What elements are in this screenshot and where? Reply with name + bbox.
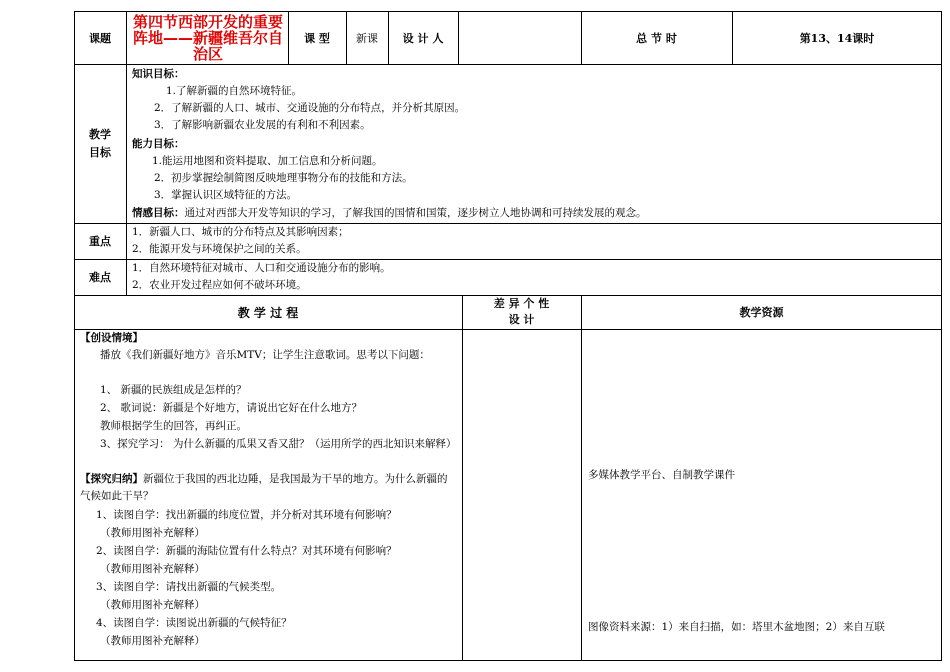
- resources-header: 教学资源: [739, 306, 784, 319]
- step-item: （教师用图补充解释）: [100, 563, 205, 575]
- explore-text: 新疆位于我国的西北边陲，是我国最为干旱的地方。为什么新疆的气候如此干旱？: [80, 473, 448, 502]
- knowledge-title: 知识目标：: [132, 68, 185, 80]
- scene-title: 【创设情境】: [80, 332, 143, 344]
- total-hours-label: 总 节 时: [636, 31, 677, 45]
- total-hours-value: 第13、14课时: [799, 31, 875, 45]
- step-item: （教师用图补充解释）: [100, 527, 205, 539]
- difficulty-item: 1．自然环境特征对城市、人口和交通设施分布的影响。: [132, 262, 391, 274]
- inquiry-question: 3、探究学习： 为什么新疆的瓜果又香又甜？（运用所学的西北知识来解释）: [100, 438, 457, 450]
- lesson-plan-table: [74, 11, 942, 661]
- difficulty-item: 2．农业开发过程应如何不破坏环境。: [132, 279, 307, 291]
- ability-title: 能力目标：: [132, 138, 185, 150]
- question-1: 1、 新疆的民族组成是怎样的？: [100, 384, 247, 396]
- ability-item: 3．掌握认识区域特征的方法。: [154, 189, 298, 201]
- process-header: 教 学 过 程: [237, 305, 299, 320]
- explore-title: 【探究归纳】: [80, 473, 143, 485]
- step-item: （教师用图补充解释）: [100, 599, 205, 611]
- emotion-title: 情感目标：: [132, 207, 185, 219]
- scene-intro: 播放《我们新疆好地方》音乐MTV；让学生注意歌词。思考以下问题：: [100, 349, 430, 361]
- question-2: 2、 歌词说：新疆是个好地方，请说出它好在什么地方？: [100, 402, 363, 414]
- diff-design-line1: 差 异 个 性: [493, 297, 550, 310]
- step-item: 2、读图自学：新疆的海陆位置有什么特点？对其环境有何影响？: [96, 545, 397, 557]
- step-item: 3、读图自学：请找出新疆的气候类型。: [96, 581, 282, 593]
- emotion-line: [132, 205, 647, 222]
- resource-platform: 多媒体教学平台、自制教学课件: [588, 469, 735, 481]
- designer-label: 设 计 人: [402, 31, 444, 45]
- key-point-item: 2．能源开发与环境保护之间的关系。: [132, 243, 307, 255]
- step-item: （教师用图补充解释）: [100, 635, 205, 647]
- diff-design-line2: 设 计: [508, 313, 535, 326]
- difficulties-label: 难点: [89, 271, 111, 284]
- key-points-label: 重点: [89, 235, 111, 248]
- key-point-item: 1．新疆人口、城市的分布特点及其影响因素；: [132, 226, 349, 238]
- lesson-title: 第四节西部开发的重要阵地——新疆维吾尔自治区: [132, 12, 283, 63]
- step-item: 1、读图自学：找出新疆的纬度位置，并分析对其环境有何影响？: [96, 509, 397, 521]
- designer-value: [458, 11, 581, 64]
- type-value: 新课: [356, 31, 378, 45]
- knowledge-item: 1.了解新疆的自然环境特征。: [166, 85, 303, 97]
- ability-item: 2．初步掌握绘制简图反映地理事物分布的技能和方法。: [154, 172, 413, 184]
- knowledge-item: 3．了解影响新疆农业发展的有利和不利因素。: [154, 119, 371, 131]
- explore-paragraph: [80, 471, 455, 505]
- goals-label: 教学目标: [89, 127, 111, 159]
- topic-label: 课题: [89, 31, 111, 45]
- diff-design-header: [462, 295, 581, 329]
- knowledge-item: 2．了解新疆的人口、城市、交通设施的分布特点，并分析其原因。: [154, 102, 466, 114]
- step-item: 4、读图自学：读图说出新疆的气候特征？: [96, 617, 292, 629]
- type-label: 课 型: [304, 31, 330, 45]
- resource-image-source: 图像资料来源：1）来自扫描，如：塔里木盆地图；2）来自互联: [588, 621, 885, 633]
- emotion-text: 通过对西部大开发等知识的学习，了解我国的国情和国策，逐步树立人地协调和可持续发展的观念。: [184, 207, 647, 219]
- ability-item: 1.能运用地图和资料提取、加工信息和分析问题。: [152, 155, 383, 167]
- teacher-note: 教师根据学生的回答，再纠正。: [100, 420, 247, 432]
